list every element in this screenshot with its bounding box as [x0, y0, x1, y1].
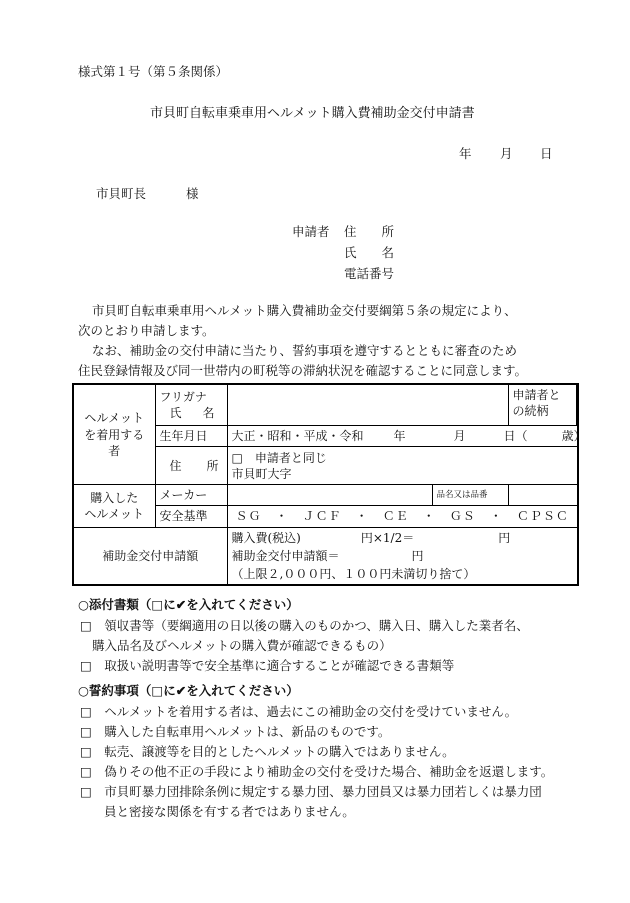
- town-prefix: 市貝町大字: [231, 466, 292, 481]
- address-field[interactable]: [227, 447, 578, 485]
- applicant-name-label: 氏 名: [344, 245, 395, 260]
- attachment-receipt-detail: 購入品名及びヘルメットの購入費が確認できるもの）: [92, 638, 392, 653]
- intro-line-1: 市貝町自転車乗車用ヘルメット購入費補助金交付要綱第５条の規定により、: [92, 303, 517, 318]
- attachments-heading: ○添付書類（□に✔を入れてください）: [78, 597, 299, 612]
- furigana-name-label: フリガナ 氏 名: [155, 384, 227, 426]
- pledge-item-1-checkbox[interactable]: □ ヘルメットを着用する者は、過去にこの補助金の交付を受けていません。: [80, 704, 518, 719]
- pledge-item-2-checkbox[interactable]: □ 購入した自転車用ヘルメットは、新品のものです。: [80, 724, 391, 739]
- application-table: [72, 383, 586, 586]
- date-year-label: 年: [459, 146, 472, 161]
- relation-label: 申請者と の続柄: [509, 385, 578, 425]
- attachment-receipt-checkbox[interactable]: □ 領収書等（要綱適用の日以後の購入のものかつ、購入日、購入した業者名、: [80, 618, 529, 633]
- purchase-cost-line: 購入費(税込) 円×1/2＝ 円: [231, 530, 511, 545]
- pledge-item-5-continued: 員と密接な関係を有する者ではありません。: [104, 804, 355, 819]
- birthdate-field[interactable]: 大正・昭和・平成・令和 年 月 日（ 歳）: [227, 426, 578, 447]
- pledge-item-3-checkbox[interactable]: □ 転売、譲渡等を目的としたヘルメットの購入ではありません。: [80, 744, 455, 759]
- purchased-helmet-label: 購入した ヘルメット: [73, 485, 155, 527]
- attachment-manual-checkbox[interactable]: □ 取扱い説明書等で安全基準に適合することが確認できる書類等: [80, 658, 455, 673]
- wearer-section-label: ヘルメット を着用する 者: [73, 384, 155, 485]
- product-name-field[interactable]: [508, 485, 578, 506]
- safety-standard-options[interactable]: ＳＧ ・ ＪＣＦ ・ ＣＥ ・ ＧＳ ・ ＣＰＳＣ: [227, 506, 578, 527]
- pledge-item-5-checkbox[interactable]: □ 市貝町暴力団排除条例に規定する暴力団、暴力団員又は暴力団若しくは暴力団: [80, 784, 542, 799]
- subsidy-amount-label: 補助金交付申請額: [73, 527, 227, 585]
- date-month-label: 月: [500, 146, 513, 161]
- applicant-phone-label: 電話番号: [344, 266, 395, 281]
- form-number: 様式第１号（第５条関係）: [78, 64, 229, 79]
- applicant-label: 申請者: [292, 224, 330, 239]
- address-label: 住 所: [155, 447, 227, 485]
- limit-note: （上限２,０００円、１００円未満切り捨て）: [231, 566, 476, 581]
- birthdate-label: 生年月日: [155, 426, 227, 447]
- same-as-applicant-checkbox[interactable]: □ 申請者と同じ: [231, 450, 327, 465]
- wearer-name-field[interactable]: [227, 384, 508, 426]
- safety-standard-label: 安全基準: [155, 506, 227, 527]
- pledge-item-4-checkbox[interactable]: □ 偽りその他不正の手段により補助金の交付を受けた場合、補助金を返還します。: [80, 764, 554, 779]
- date-day-label: 日: [540, 146, 553, 161]
- form-title: 市貝町自転車乗車用ヘルメット購入費補助金交付申請書: [150, 106, 475, 121]
- applicant-address-label: 住 所: [344, 224, 395, 239]
- pledge-heading: ○誓約事項（□に✔を入れてください）: [78, 683, 299, 698]
- product-name-label: 品名又は品番: [432, 485, 508, 506]
- relation-cell: [508, 384, 578, 426]
- requested-amount-line: 補助金交付申請額＝ 円: [231, 548, 424, 563]
- intro-line-4: 住民登録情報及び同一世帯内の町税等の滞納状況を確認することに同意します。: [78, 363, 528, 378]
- intro-line-2: 次のとおり申請します。: [78, 323, 215, 338]
- maker-label: メーカー: [155, 485, 227, 506]
- intro-line-3: なお、補助金の交付申請に当たり、誓約事項を遵守するとともに審査のため: [92, 343, 518, 358]
- addressee-suffix: 様: [186, 186, 199, 201]
- maker-field[interactable]: [227, 485, 432, 506]
- addressee: 市貝町長: [96, 186, 147, 201]
- subsidy-amount-field[interactable]: [227, 527, 578, 585]
